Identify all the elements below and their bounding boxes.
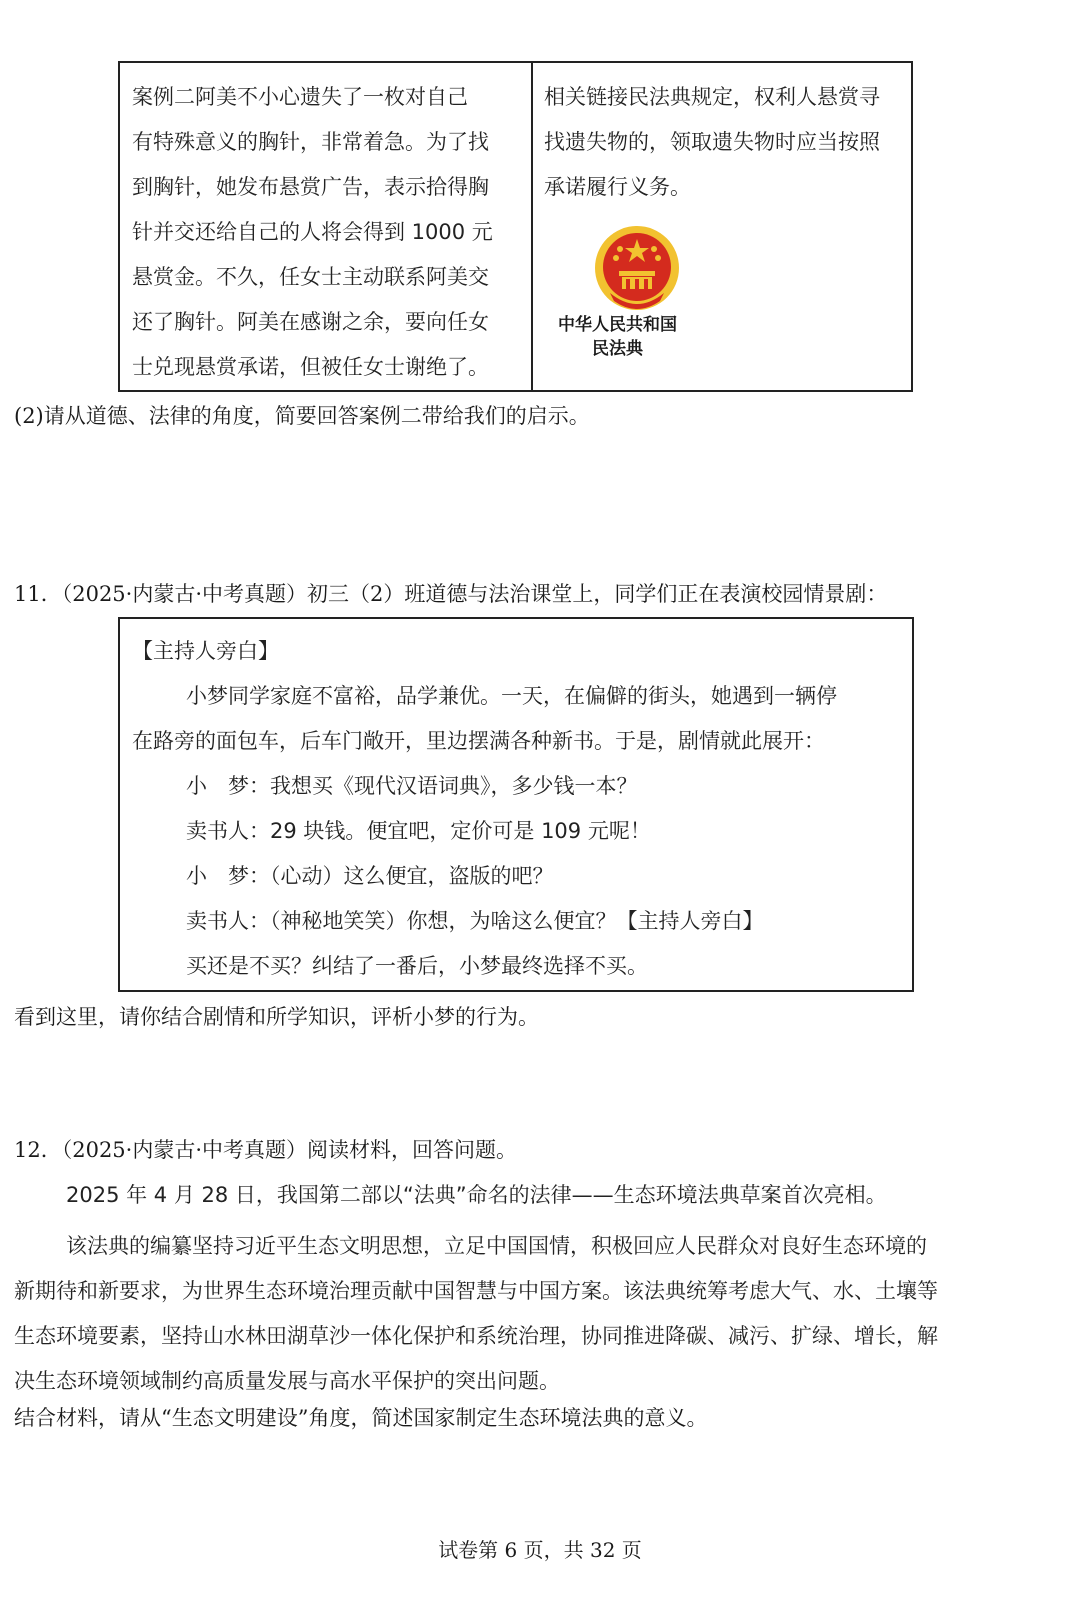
case-line: 针并交还给自己的人将会得到 1000 元 [132, 220, 493, 244]
question-11-stem: 11．（2025·内蒙古·中考真题）初三（2）班道德与法治课堂上，同学们正在表演校园情景剧： [14, 582, 888, 606]
skit-line: 买还是不买？纠结了一番后，小梦最终选择不买。 [186, 954, 648, 978]
book-title [558, 313, 718, 361]
national-emblem-icon [592, 223, 682, 313]
case-narrative [132, 75, 524, 390]
material-line: 生态环境要素，坚持山水林田湖草沙一体化保护和系统治理，协同推进降碳、减污、扩绿、增长，解 [14, 1324, 938, 1348]
case-line: 案例二阿美不小心遗失了一枚对自己 [132, 85, 468, 109]
skit-line: 【主持人旁白】 [132, 639, 279, 663]
skit-line: 小梦同学家庭不富裕，品学兼优。一天，在偏僻的街头，她遇到一辆停 [186, 684, 837, 708]
material-line: 该法典的编纂坚持习近平生态文明思想，立足中国国情，积极回应人民群众对良好生态环境的 [66, 1234, 927, 1258]
link-line: 找遗失物的，领取遗失物时应当按照 [544, 130, 880, 154]
skit-line: 在路旁的面包车，后车门敞开，里边摆满各种新书。于是，剧情就此展开： [132, 729, 825, 753]
question-10-2: (2)请从道德、法律的角度，简要回答案例二带给我们的启示。 [14, 404, 590, 428]
question-12-stem: 12．（2025·内蒙古·中考真题）阅读材料，回答问题。 [14, 1138, 518, 1162]
case-divider [531, 63, 533, 390]
skit-line: 卖书人：（神秘地笑笑）你想，为啥这么便宜？【主持人旁白】 [186, 909, 764, 933]
case-line: 有特殊意义的胸针，非常着急。为了找 [132, 130, 489, 154]
skit-box [118, 617, 914, 992]
link-line: 相关链接民法典规定，权利人悬赏寻 [544, 85, 880, 109]
skit-line: 小 梦：（心动）这么便宜，盗版的吧？ [186, 864, 554, 888]
case-table [118, 61, 913, 392]
skit-line: 小 梦：我想买《现代汉语词典》，多少钱一本？ [186, 774, 638, 798]
question-11-prompt: 看到这里，请你结合剧情和所学知识，评析小梦的行为。 [14, 1005, 539, 1029]
material-line: 新期待和新要求，为世界生态环境治理贡献中国智慧与中国方案。该法典统筹考虑大气、水、土壤等 [14, 1279, 938, 1303]
book-title-line: 民法典 [592, 339, 643, 359]
case-line: 还了胸针。阿美在感谢之余，要向任女 [132, 310, 489, 334]
case-line: 士兑现悬赏承诺，但被任女士谢绝了。 [132, 355, 489, 379]
skit-line: 卖书人：29 块钱。便宜吧，定价可是 109 元呢！ [186, 819, 651, 843]
book-title-line: 中华人民共和国 [558, 315, 677, 335]
material-paragraph-2 [14, 1224, 1064, 1404]
material-line: 决生态环境领域制约高质量发展与高水平保护的突出问题。 [14, 1369, 560, 1393]
link-line: 承诺履行义务。 [544, 175, 691, 199]
material-paragraph-1: 2025 年 4 月 28 日，我国第二部以“法典”命名的法律——生态环境法典草案首次亮相。 [66, 1183, 887, 1207]
case-line: 到胸针，她发布悬赏广告，表示拾得胸 [132, 175, 489, 199]
related-link [544, 75, 904, 210]
case-line: 悬赏金。不久，任女士主动联系阿美交 [132, 265, 489, 289]
question-12-prompt: 结合材料，请从“生态文明建设”角度，简述国家制定生态环境法典的意义。 [14, 1406, 708, 1430]
page-footer: 试卷第 6 页，共 32 页 [438, 1538, 642, 1562]
